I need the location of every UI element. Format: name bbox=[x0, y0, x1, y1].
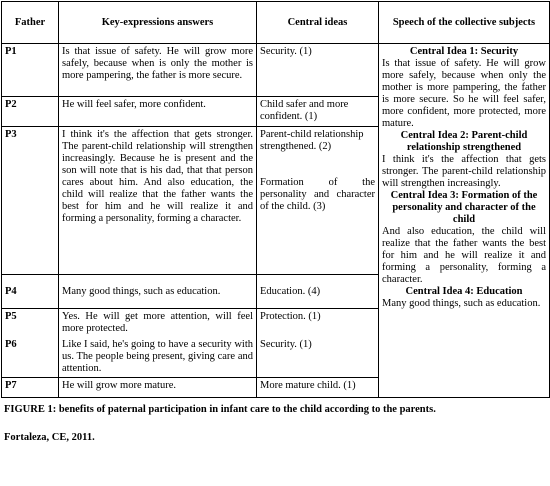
central-idea-text: Formation of the personality and character of the child. (3) bbox=[260, 177, 375, 212]
speech-cell bbox=[379, 44, 550, 398]
figure-source: Fortaleza, CE, 2011. bbox=[4, 432, 95, 443]
header-speech: Speech of the collective subjects bbox=[379, 2, 550, 44]
answer-cell: Yes. He will get more attention, will feel more protected. bbox=[59, 309, 257, 338]
answer-cell: He will feel safer, more confident. bbox=[59, 97, 257, 127]
central-idea-cell: Child safer and more confident. (1) bbox=[257, 97, 379, 127]
central-idea-cell: Education. (4) bbox=[257, 275, 379, 309]
central-idea-title: Central Idea 4: Education bbox=[405, 286, 523, 297]
father-id: P5 bbox=[2, 309, 59, 338]
father-id: P6 bbox=[2, 337, 59, 378]
table-header-row bbox=[2, 2, 550, 44]
benefits-table bbox=[1, 1, 550, 398]
father-id: P1 bbox=[2, 44, 59, 97]
central-idea-text: I think it's the affection that gets stronger. The parent-child relationship will strengthen increasingly. bbox=[382, 154, 546, 189]
answer-cell: He will grow more mature. bbox=[59, 378, 257, 398]
father-id: P2 bbox=[2, 97, 59, 127]
answer-cell: I think it's the affection that gets stronger. The parent-child relationship will strengthen increasingly. Because he is present and the son will note that is his dad, that that person cares about him. And also education, the child will realize that the father wants the best for him and he will realize it and forming a personality, forming a character. bbox=[59, 127, 257, 275]
central-idea-cell: More mature child. (1) bbox=[257, 378, 379, 398]
father-id: P3 bbox=[2, 127, 59, 275]
central-idea-title: Central Idea 3: Formation of the personality and character of the child bbox=[390, 190, 538, 225]
header-key-expressions: Key-expressions answers bbox=[59, 2, 257, 44]
answer-cell: Like I said, he's going to have a security with us. The people being present, giving care and attention. bbox=[59, 337, 257, 378]
central-idea-cell: Security. (1) bbox=[257, 44, 379, 97]
central-idea-text: Is that issue of safety. He will grow more safely, because when only the mother is more pampering, the father is more secure. So he will feel safer, more confident, more protected, more mature. bbox=[382, 58, 546, 129]
central-idea-cell: Security. (1) bbox=[257, 337, 379, 378]
central-idea-cell bbox=[257, 127, 379, 275]
central-idea-text: Many good things, such as education. bbox=[382, 298, 541, 309]
central-idea-text: Parent-child relationship strengthened. (2) bbox=[260, 129, 364, 152]
header-father: Father bbox=[2, 2, 59, 44]
father-id: P7 bbox=[2, 378, 59, 398]
answer-cell: Is that issue of safety. He will grow more safely, because when is only the mother is more pampering, the father is more secure. bbox=[59, 44, 257, 97]
figure-caption: FIGURE 1: benefits of paternal participation in infant care to the child according to the parents. bbox=[4, 404, 436, 415]
table-row bbox=[2, 44, 550, 97]
header-central-ideas: Central ideas bbox=[257, 2, 379, 44]
answer-cell: Many good things, such as education. bbox=[59, 275, 257, 309]
central-idea-title: Central Idea 1: Security bbox=[409, 46, 519, 57]
central-idea-title: Central Idea 2: Parent-child relationship strengthened bbox=[400, 130, 528, 153]
father-id: P4 bbox=[2, 275, 59, 309]
central-idea-text: And also education, the child will realize that the father wants the best for him and he will realize it and forming a personality, forming a character. bbox=[382, 226, 546, 285]
central-idea-cell: Protection. (1) bbox=[257, 309, 379, 338]
